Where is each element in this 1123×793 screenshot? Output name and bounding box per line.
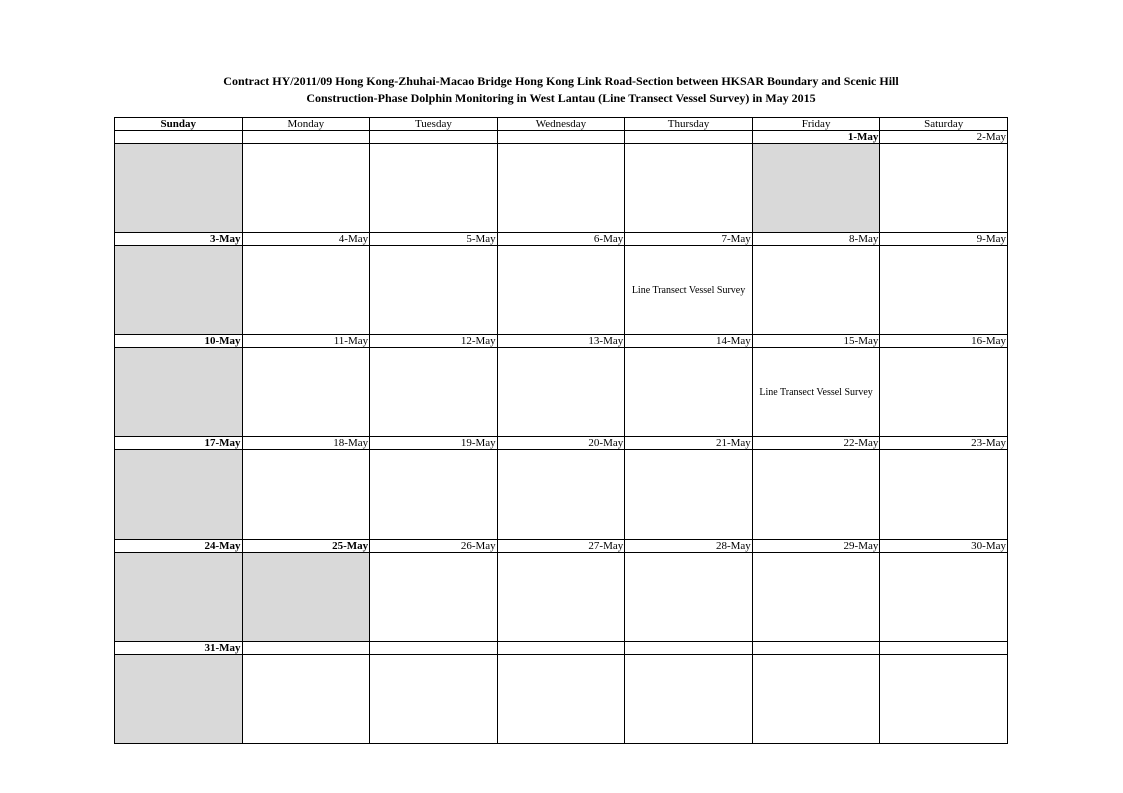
day-cell	[115, 246, 243, 335]
day-cell	[880, 348, 1008, 437]
day-cell	[880, 654, 1008, 743]
date-cell: 13-May	[497, 335, 625, 348]
date-cell: 4-May	[242, 233, 370, 246]
date-cell: 22-May	[752, 437, 880, 450]
day-cell	[370, 654, 498, 743]
day-cell	[880, 246, 1008, 335]
day-cell	[242, 654, 370, 743]
date-cell: 27-May	[497, 539, 625, 552]
day-cell	[115, 654, 243, 743]
event-row	[115, 654, 1008, 743]
date-cell: 29-May	[752, 539, 880, 552]
document-title: Contract HY/2011/09 Hong Kong-Zhuhai-Macao Bridge Hong Kong Link Road-Section between HKSAR Boundary and Scenic Hill	[223, 74, 899, 88]
day-cell	[115, 552, 243, 641]
event-row	[115, 246, 1008, 335]
date-cell	[752, 641, 880, 654]
date-cell: 10-May	[115, 335, 243, 348]
date-cell: 20-May	[497, 437, 625, 450]
day-cell	[625, 348, 753, 437]
date-cell: 26-May	[370, 539, 498, 552]
date-cell: 24-May	[115, 539, 243, 552]
date-cell: 8-May	[752, 233, 880, 246]
day-cell	[497, 552, 625, 641]
day-cell	[625, 552, 753, 641]
month-calendar	[114, 117, 1008, 744]
date-cell: 14-May	[625, 335, 753, 348]
date-cell: 2-May	[880, 131, 1008, 144]
weekday-header: Tuesday	[370, 118, 498, 131]
date-cell: 9-May	[880, 233, 1008, 246]
date-cell	[115, 131, 243, 144]
day-cell	[497, 246, 625, 335]
date-cell	[625, 641, 753, 654]
date-cell: 3-May	[115, 233, 243, 246]
date-cell: 17-May	[115, 437, 243, 450]
day-cell	[115, 450, 243, 539]
day-cell	[752, 450, 880, 539]
day-cell	[242, 246, 370, 335]
date-row	[115, 131, 1008, 144]
date-cell	[242, 131, 370, 144]
day-cell	[242, 144, 370, 233]
day-cell	[752, 246, 880, 335]
date-cell: 18-May	[242, 437, 370, 450]
day-cell	[752, 552, 880, 641]
date-cell	[625, 131, 753, 144]
day-cell	[880, 144, 1008, 233]
survey-event: Line Transect Vessel Survey	[752, 348, 880, 437]
date-row	[115, 641, 1008, 654]
event-row	[115, 144, 1008, 233]
document-subtitle: Construction-Phase Dolphin Monitoring in West Lantau (Line Transect Vessel Survey) in May 2015	[306, 91, 816, 105]
date-cell: 23-May	[880, 437, 1008, 450]
day-cell	[625, 450, 753, 539]
date-cell	[242, 641, 370, 654]
weekday-header: Friday	[752, 118, 880, 131]
date-row	[115, 233, 1008, 246]
weekday-header-row	[115, 118, 1008, 131]
event-row	[115, 552, 1008, 641]
weekday-header: Monday	[242, 118, 370, 131]
day-cell	[115, 348, 243, 437]
day-cell	[242, 348, 370, 437]
day-cell	[115, 144, 243, 233]
date-cell	[370, 641, 498, 654]
date-cell: 16-May	[880, 335, 1008, 348]
day-cell	[497, 654, 625, 743]
day-cell	[497, 144, 625, 233]
date-cell: 15-May	[752, 335, 880, 348]
date-cell: 12-May	[370, 335, 498, 348]
day-cell	[370, 450, 498, 539]
day-cell	[370, 246, 498, 335]
day-cell	[880, 552, 1008, 641]
date-row	[115, 539, 1008, 552]
weekday-header: Saturday	[880, 118, 1008, 131]
date-cell: 11-May	[242, 335, 370, 348]
day-cell	[242, 552, 370, 641]
day-cell	[497, 348, 625, 437]
date-cell	[880, 641, 1008, 654]
date-cell	[370, 131, 498, 144]
date-cell: 5-May	[370, 233, 498, 246]
day-cell	[752, 654, 880, 743]
day-cell	[752, 144, 880, 233]
survey-event: Line Transect Vessel Survey	[625, 246, 753, 335]
day-cell	[242, 450, 370, 539]
date-cell	[497, 641, 625, 654]
date-cell: 6-May	[497, 233, 625, 246]
weekday-header: Wednesday	[497, 118, 625, 131]
day-cell	[625, 654, 753, 743]
date-cell: 19-May	[370, 437, 498, 450]
date-row	[115, 437, 1008, 450]
day-cell	[370, 552, 498, 641]
day-cell	[370, 144, 498, 233]
event-row	[115, 450, 1008, 539]
date-cell: 28-May	[625, 539, 753, 552]
day-cell	[370, 348, 498, 437]
weekday-header: Sunday	[115, 118, 243, 131]
date-row	[115, 335, 1008, 348]
date-cell: 31-May	[115, 641, 243, 654]
day-cell	[880, 450, 1008, 539]
weekday-header: Thursday	[625, 118, 753, 131]
date-cell: 1-May	[752, 131, 880, 144]
day-cell	[625, 144, 753, 233]
date-cell: 25-May	[242, 539, 370, 552]
date-cell: 30-May	[880, 539, 1008, 552]
date-cell: 7-May	[625, 233, 753, 246]
event-row	[115, 348, 1008, 437]
day-cell	[497, 450, 625, 539]
date-cell: 21-May	[625, 437, 753, 450]
date-cell	[497, 131, 625, 144]
